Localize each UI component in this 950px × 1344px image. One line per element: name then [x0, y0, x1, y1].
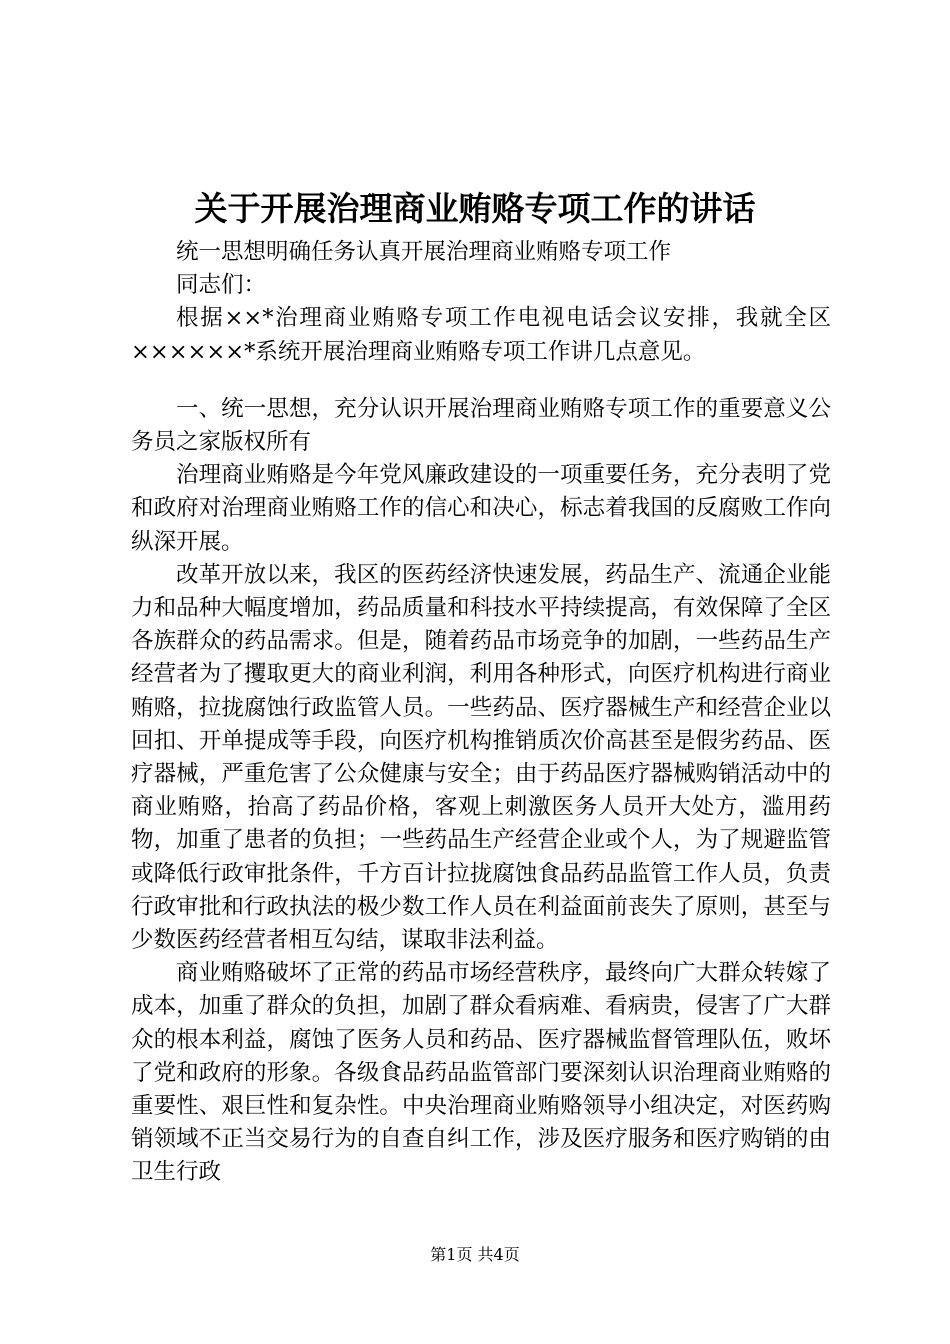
salutation: 同志们：	[176, 272, 267, 299]
paragraph: 改革开放以来，我区的医药经济快速发展，药品生产、流通企业能力和品种大幅度增加，药品质量和科技水平持续提高，有效保障了全区各族群众的药品需求。但是，随着药品市场竞争的加剧，一些药品生产经营者为了攫取更大的商业利润，利用各种形式，向医疗机构进行商业贿赂，拉拢腐蚀行政监管人员。一些药品、医疗器械生产和经营企业以回扣、开单提成等手段，向医疗机构推销质次价高甚至是假劣药品、医疗器械，严重危害了公众健康与安全；由于药品医疗器械购销活动中的商业贿赂，抬高了药品价格，客观上刺激医务人员开大处方，滥用药物，加重了患者的负担；一些药品生产经营企业或个人，为了规避监管或降低行政审批条件，千方百计拉拢腐蚀食品药品监管工作人员，负责行政审批和行政执法的极少数工作人员在利益面前丧失了原则，甚至与少数医药经营者相互勾结，谋取非法利益。	[131, 561, 831, 954]
paragraph: 治理商业贿赂是今年党风廉政建设的一项重要任务，充分表明了党和政府对治理商业贿赂工作的信心和决心，标志着我国的反腐败工作向纵深开展。	[131, 462, 831, 555]
subtitle: 统一思想明确任务认真开展治理商业贿赂专项工作	[176, 239, 672, 265]
page-number: 第1页 共4页	[430, 1245, 520, 1264]
document-body	[131, 236, 831, 1190]
paragraph: 商业贿赂破坏了正常的药品市场经营秩序，最终向广大群众转嫁了成本，加重了群众的负担，加剧了群众看病难、看病贵，侵害了广大群众的根本利益，腐蚀了医务人员和药品、医疗器械监督管理队伍，败坏了党和政府的形象。各级食品药品监管部门要深刻认识治理商业贿赂的重要性、艰巨性和复杂性。中央治理商业贿赂领导小组决定，对医药购销领域不正当交易行为的自查自纠工作，涉及医疗服务和医疗购销的由卫生行政	[131, 960, 831, 1186]
document-title: 关于开展治理商业贿赂专项工作的讲话	[194, 189, 756, 228]
paragraph-intro: 根据××*治理商业贿赂专项工作电视电话会议安排，我就全区××××××*系统开展治理商业贿赂专项工作讲几点意见。	[131, 305, 831, 365]
section-heading-1: 一、统一思想，充分认识开展治理商业贿赂专项工作的重要意义公务员之家版权所有	[131, 395, 831, 456]
